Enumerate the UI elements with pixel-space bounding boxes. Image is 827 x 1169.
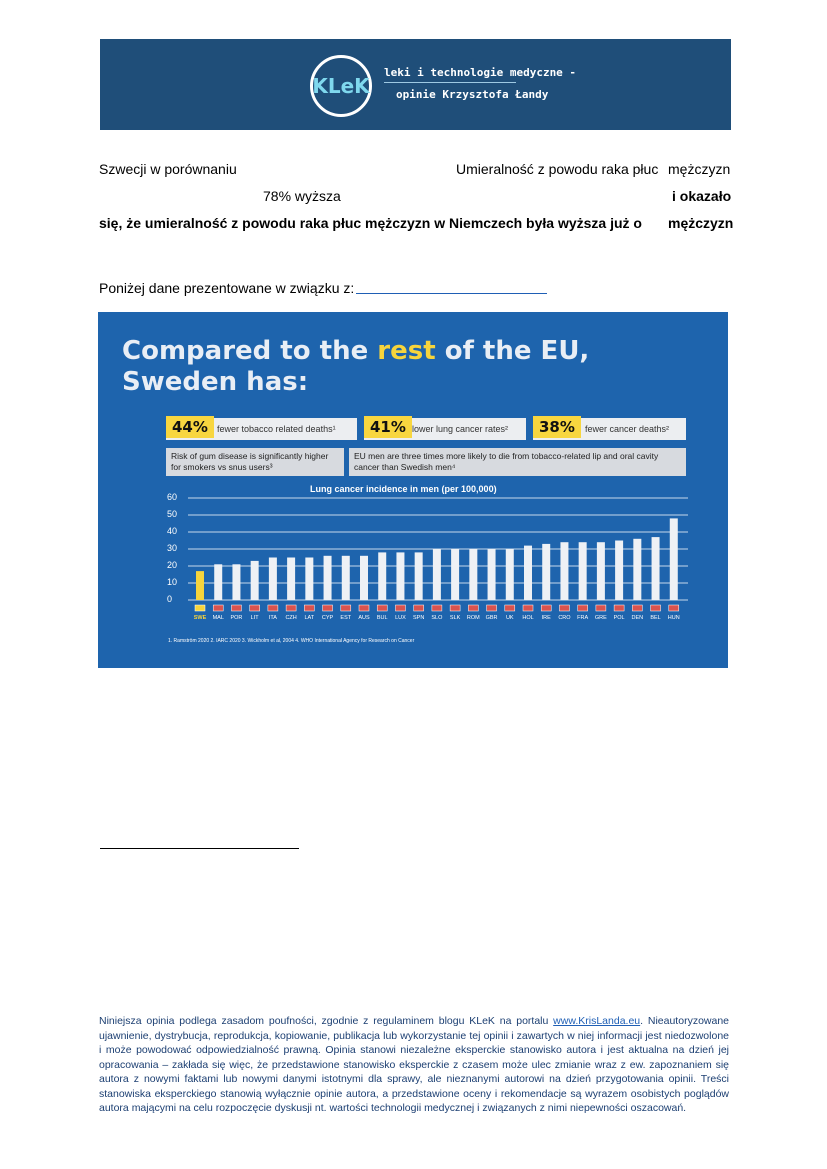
stat-label: lower lung cancer rates² [412, 424, 509, 434]
bar-lat [305, 558, 313, 601]
disclaimer-text: . Nieautoryzowane ujawnienie, dystrybucja, reprodukcja, kopiowanie, publikacja lub wykorzystanie tej opinii i zawartych w niej informacji jest niedozwolone i może powodować odpowiedzialność prawną. Opinia stanowi niezależne eksperckie stanowisko autora i jest aktualna na dzień jej opracowania – zakłada się więc, że przedstawione stanowisko eksperckie z czasem może ulec zmianie wraz z ew. zapoznaniem się autora z nowymi faktami lub nowymi danymi istotnymi dla sprawy, ale nieznanymi autorowi na dzień przygotowania opinii. Treści stanowiska eksperckiego stanowią wyłącznie opinie autora, a przedstawione oceny i rekomendacje są wyrazem osobistych poglądów autora mającymi na celu rozpoczęcie dyskusji nt. wartości technologii medycznej i związanych z nimi niepewności oszacowań. [99, 1015, 730, 1114]
x-tick-label: MAL [212, 615, 224, 621]
x-tick-label: IRE [541, 615, 551, 621]
body-text: i okazało [672, 188, 732, 204]
stat-percent: 44% [166, 416, 214, 438]
flag-icon [231, 605, 241, 611]
flag-icon [323, 605, 333, 611]
bar-gbr [488, 549, 496, 600]
bar-czh [287, 558, 295, 601]
bar-lit [251, 561, 259, 600]
flag-icon [651, 605, 661, 611]
body-text: Umieralność z powodu raka płuc [456, 161, 659, 177]
bar-hol [524, 546, 532, 600]
disclaimer [99, 1014, 729, 1116]
x-tick-label: ITA [268, 615, 277, 621]
footnote-separator [100, 848, 299, 849]
flag-icon [505, 605, 515, 611]
x-tick-label: GRE [594, 615, 607, 621]
x-tick-label: HUN [667, 615, 680, 621]
stat-percent: 38% [533, 416, 581, 438]
banner-title: leki i technologie medyczne - [384, 66, 577, 79]
body-text: Szwecji w porównaniu [99, 161, 237, 177]
bar-slk [451, 549, 459, 600]
bar-uk [506, 549, 514, 600]
bar-bul [378, 552, 386, 600]
banner-subtitle: opinie Krzysztofa Łandy [396, 88, 549, 101]
y-tick-label: 10 [167, 577, 178, 587]
flag-icon [250, 605, 260, 611]
bar-gre [597, 542, 605, 600]
flag-icon [359, 605, 369, 611]
bar-rom [469, 549, 477, 600]
x-tick-label: POL [613, 615, 625, 621]
x-tick-label: CRO [558, 615, 571, 621]
x-tick-label: SPN [413, 615, 425, 621]
bar-fra [579, 542, 587, 600]
bar-spn [415, 552, 423, 600]
x-tick-label: LIT [250, 615, 259, 621]
bar-ire [542, 544, 550, 600]
x-tick-label: HOL [522, 615, 534, 621]
portal-link[interactable]: www.KrisLanda.eu [553, 1015, 641, 1027]
flag-icon [468, 605, 478, 611]
flag-icon [614, 605, 624, 611]
bar-pol [615, 541, 623, 601]
x-tick-label: DEN [631, 615, 644, 621]
flag-icon [596, 605, 606, 611]
y-tick-label: 30 [167, 543, 178, 553]
x-tick-label: LAT [304, 615, 315, 621]
x-tick-label: SLO [431, 615, 443, 621]
x-tick-label: EST [340, 615, 352, 621]
bar-cyp [324, 556, 332, 600]
flag-icon [286, 605, 296, 611]
body-text: mężczyzn w Niemczech była wyższa już o [365, 215, 642, 231]
flag-icon [268, 605, 278, 611]
bar-mal [214, 564, 222, 600]
x-tick-label: BEL [650, 615, 661, 621]
x-tick-label: LUX [395, 615, 406, 621]
flag-icon [559, 605, 569, 611]
title-part: of the EU, [435, 336, 590, 366]
flag-icon [341, 605, 351, 611]
y-tick-label: 40 [167, 526, 178, 536]
chart-title: Lung cancer incidence in men (per 100,000) [310, 484, 497, 494]
banner-divider [384, 82, 516, 83]
bar-swe [196, 571, 204, 600]
references: 1. Ramström 2020 2. IARC 2020 3. Wickholm et al, 2004 4. WHO International Agency for Research on Cancer [168, 638, 415, 644]
fill-in-blank [356, 293, 547, 294]
x-tick-label: UK [505, 615, 514, 621]
body-text: 78% wyższa [263, 188, 341, 204]
flag-icon [541, 605, 551, 611]
intro-text: Poniżej dane prezentowane w związku z: [99, 280, 355, 296]
bar-bel [652, 537, 660, 600]
x-tick-label: BUL [376, 615, 388, 621]
bar-lux [396, 552, 404, 600]
x-tick-label: SWE [193, 615, 207, 621]
bar-est [342, 556, 350, 600]
note-box: Risk of gum disease is significantly higher for smokers vs snus users³ [166, 448, 344, 476]
title-part: Compared to the [122, 336, 378, 366]
bar-aus [360, 556, 368, 600]
header-banner [100, 39, 731, 130]
body-text: mężczyzn [668, 161, 731, 177]
stat-percent: 41% [364, 416, 412, 438]
x-tick-label: CZH [285, 615, 297, 621]
flag-icon [669, 605, 679, 611]
x-tick-label: FRA [577, 615, 589, 621]
stat-label: fewer cancer deaths² [585, 424, 670, 434]
y-tick-label: 20 [167, 560, 178, 570]
x-tick-label: CYP [321, 615, 334, 621]
bar-slo [433, 549, 441, 600]
flag-icon [432, 605, 442, 611]
logo: KLeK [312, 74, 370, 98]
body-text: się, że umieralność z powodu raka płuc [99, 215, 362, 231]
stat-label: fewer tobacco related deaths¹ [217, 424, 336, 434]
bar-por [232, 564, 240, 600]
y-tick-label: 0 [167, 594, 173, 604]
x-tick-label: SLK [449, 615, 461, 621]
title-part: Sweden has: [122, 367, 309, 397]
flag-icon [578, 605, 588, 611]
bar-chart [160, 490, 690, 620]
body-text: mężczyzn [668, 215, 734, 231]
bar-den [633, 539, 641, 600]
infographic-title [122, 336, 589, 398]
flag-icon [195, 605, 205, 611]
y-tick-label: 50 [167, 509, 178, 519]
bar-cro [560, 542, 568, 600]
flag-icon [523, 605, 533, 611]
disclaimer-text: Niniejsza opinia podlega zasadom poufności, zgodnie z regulaminem blogu KLeK na portalu [99, 1015, 554, 1027]
x-tick-label: ROM [466, 615, 480, 621]
flag-icon [213, 605, 223, 611]
flag-icon [414, 605, 424, 611]
x-tick-label: AUS [358, 615, 370, 621]
y-tick-label: 60 [167, 492, 178, 502]
flag-icon [487, 605, 497, 611]
note-box: EU men are three times more likely to die from tobacco-related lip and oral cavity cancer than Swedish men⁴ [349, 448, 686, 476]
flag-icon [632, 605, 642, 611]
x-tick-label: POR [230, 615, 243, 621]
flag-icon [304, 605, 314, 611]
flag-icon [450, 605, 460, 611]
x-tick-label: GBR [485, 615, 498, 621]
flag-icon [395, 605, 405, 611]
bar-hun [670, 518, 678, 600]
title-highlight: rest [377, 336, 436, 366]
flag-icon [377, 605, 387, 611]
bar-ita [269, 558, 277, 601]
